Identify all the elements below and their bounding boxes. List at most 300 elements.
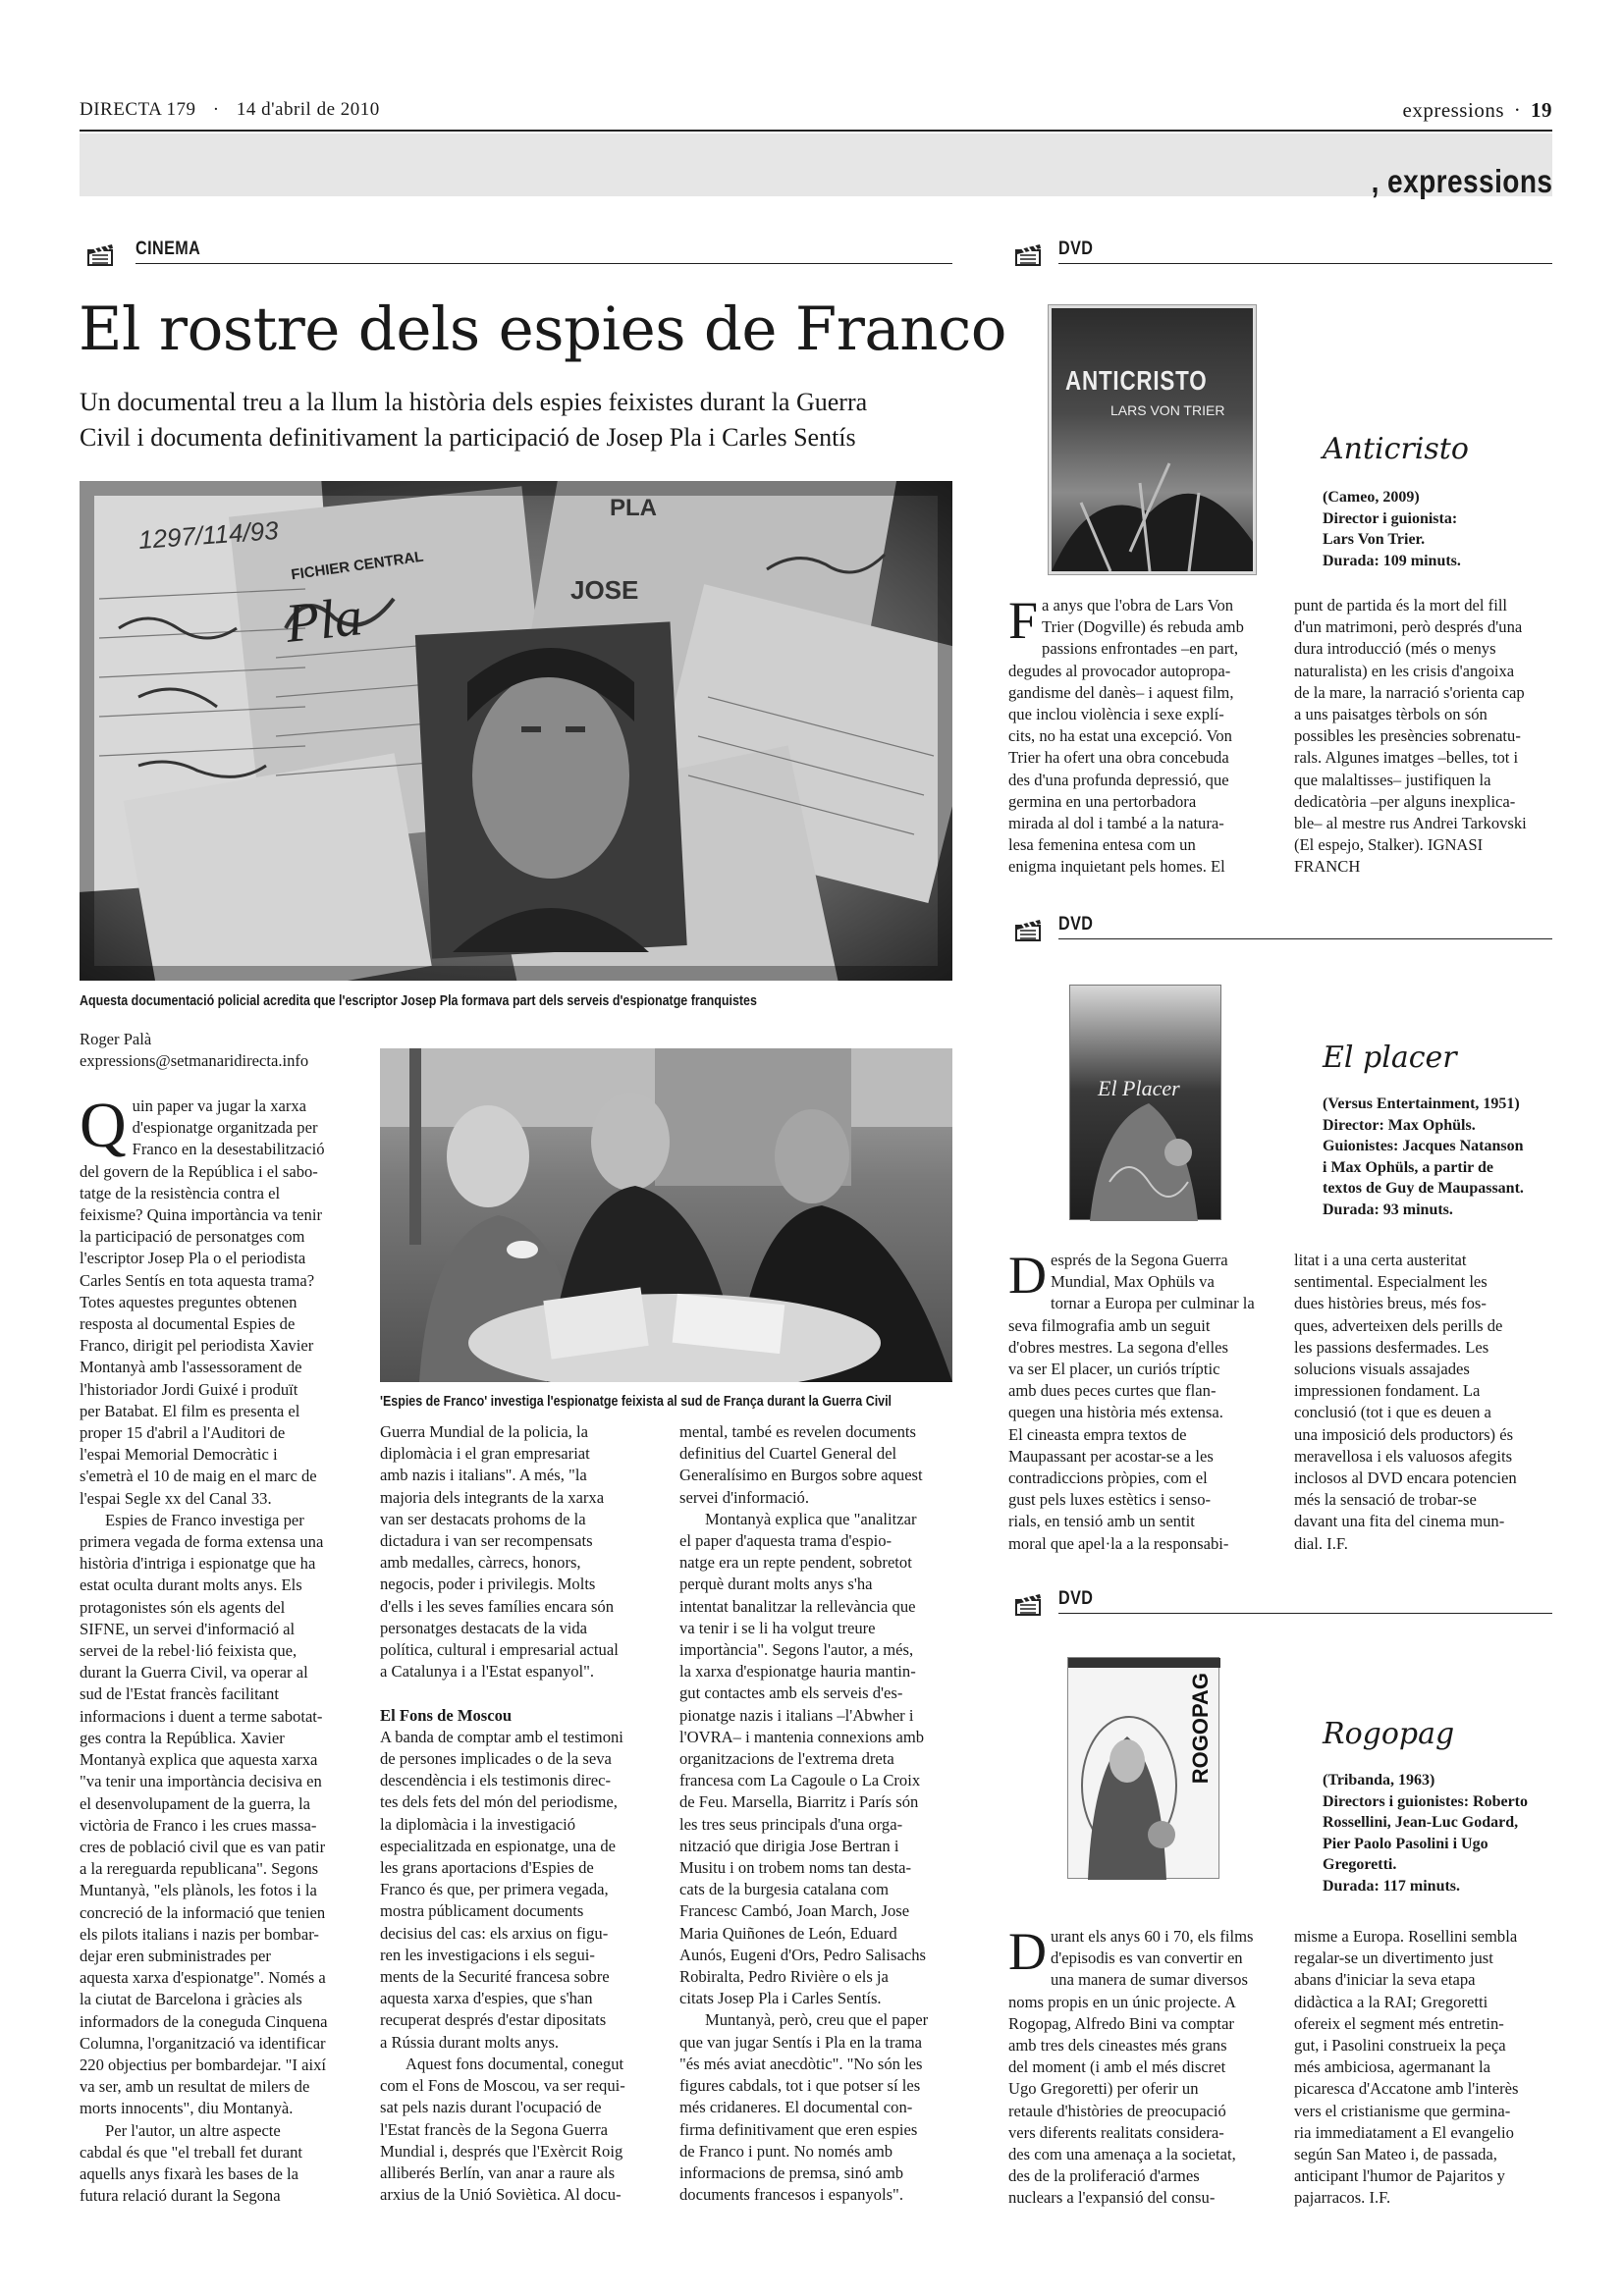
text-line: punt de partida és la mort del fill [1294, 596, 1508, 614]
text-line: de Franco i punt. No només amb [679, 2141, 893, 2161]
text-line: arxius de la Unió Soviètica. Al docu- [380, 2185, 622, 2205]
text-line: aquesta xarxa d'espionatge". Només a [80, 1968, 326, 1988]
review-text [1008, 591, 1271, 879]
text-line: futura relació durant la Segona [80, 2186, 281, 2206]
text-line: anticipant l'humor de Pajaritos y [1294, 2166, 1505, 2186]
text-line: dial. I.F. [1294, 1533, 1348, 1553]
text-line: servei de la rebel·lió feixista que, [80, 1641, 298, 1661]
text-line: Mundial, Max Ophüls va [1051, 1272, 1215, 1292]
text-line: per Batabat. El film es presenta el [80, 1401, 300, 1420]
text-line: més la sensació de trobar-se [1294, 1490, 1477, 1510]
text-line: de Feu. Marsella, Biarritz i París són [679, 1792, 919, 1812]
text-line: Franco, dirigit pel periodista Xavier [80, 1336, 314, 1356]
text-line: abans d'iniciar la seva etapa [1294, 1970, 1476, 1990]
meta-line: Lars Von Trier. [1323, 531, 1426, 548]
text-line: perquè durant molts anys s'ha [679, 1575, 873, 1594]
meta-line: Durada: 93 minuts. [1323, 1201, 1453, 1218]
text-line: enigma inquietant pels homes. El [1008, 857, 1225, 877]
text-line: El Fons de Moscou [380, 1705, 513, 1725]
text-line: cabdal és que "el treball fet durant [80, 2142, 302, 2162]
dvd3-review-col-a [1008, 1922, 1271, 2210]
cover-art [1070, 986, 1222, 1221]
text-line: van ser destacats prohoms de la [380, 1509, 586, 1528]
byline [80, 1029, 308, 1072]
text-line: va ser El placer, un curiós tríptic [1008, 1360, 1220, 1379]
text-line: quegen una història més extensa. [1008, 1403, 1223, 1422]
text-line: cres de població civil que es van patir [80, 1837, 326, 1856]
text-line: mostra públicament documents [380, 1901, 584, 1921]
text-line: Maupassant per acostar-se a les [1008, 1446, 1214, 1466]
dvd1-section-header [1014, 241, 1552, 265]
text-line: de la mare, la narració s'orienta cap [1294, 682, 1525, 702]
text-line: litat i a una certa austeritat [1294, 1251, 1467, 1269]
text-line: didàctica a la RAI; Gregoretti [1294, 1992, 1488, 2011]
text-line: germina en una pertorbadora [1008, 791, 1197, 811]
text-line: morts innocents", diu Montanyà. [80, 2099, 294, 2118]
header-left [80, 99, 380, 121]
text-line: personatges destacats de la vida [380, 1618, 588, 1637]
text-line: vers el cristianisme que germina- [1294, 2101, 1511, 2120]
clapperboard-icon [1014, 1591, 1044, 1617]
text-line: mental, també es revelen documents [679, 1422, 916, 1441]
text-line: Per l'autor, un altre aspecte [105, 2120, 281, 2140]
text-line: SIFNE, un servei d'informació al [80, 1619, 296, 1638]
text-line: cats de la burgesia catalana com [679, 1880, 890, 1899]
dvd1-title: Anticristo [1323, 432, 1469, 466]
text-line: impressionen fondament. La [1294, 1381, 1481, 1401]
column-1-text [80, 1090, 352, 2207]
dropcap: D [1008, 1246, 1047, 1305]
dvd3-title: Rogopag [1323, 1717, 1455, 1751]
text-line: natge era un repte pendent, sobretot [679, 1553, 912, 1573]
text-line: definitius del Cuartel General del [679, 1444, 897, 1464]
photo-label-fichier: FICHIER CENTRAL [290, 548, 425, 584]
text-line: meravellosa i els valuosos afegits [1294, 1446, 1513, 1466]
text-line: degudes al provocador autopropa- [1008, 661, 1231, 680]
text-line: Franco és que, per primera vegada, [380, 1880, 609, 1899]
text-line: ques, adverteixen dels perills de [1294, 1315, 1503, 1335]
text-line: conclusió (tot i que es deuen a [1294, 1403, 1491, 1422]
text-line: negocis, poder i privilegis. Molts [380, 1575, 596, 1594]
text-line: l'Estat francès de la Segona Guerra [380, 2119, 608, 2139]
text-line: que van jugar Sentís i Pla en la trama [679, 2032, 922, 2052]
text-line: misme a Europa. Rosellini sembla [1294, 1927, 1518, 1946]
text-line: Columna, l'organització va identificar [80, 2033, 326, 2053]
text-line: Franco en la desestabilització [132, 1140, 325, 1159]
photo-label-name: Pla [282, 586, 365, 655]
text-line: Maria Quiñones de León, Eduard [679, 1923, 897, 1943]
text-line: ments de la Securité francesa sobre [380, 1967, 610, 1987]
text-line: tes dels fets del món del periodisme, [380, 1792, 618, 1812]
text-line: Montanyà explica que "analitzar [705, 1509, 917, 1528]
text-line: recuperat després d'estar dipositats [380, 2010, 607, 2030]
section-rule [1058, 1613, 1552, 1614]
text-line: rials, en tensió amb un sentit [1008, 1512, 1195, 1531]
text-line: gandisme del danès– i aquest film, [1008, 682, 1234, 702]
photo-label-number: 1297/114/93 [137, 515, 280, 555]
text-line: seva filmografia amb un seguit [1008, 1315, 1211, 1335]
text-line: l'historiador Jordi Guixé i produït [80, 1379, 298, 1399]
text-line: història d'intriga i espionatge que ha [80, 1554, 316, 1574]
meta-line: Guionistes: Jacques Natanson [1323, 1138, 1524, 1154]
text-line: passions enfrontades –en part, [1042, 639, 1239, 659]
text-line: según San Mateo i, de passada, [1294, 2145, 1497, 2164]
meta-line: Director: Max Ophüls. [1323, 1116, 1476, 1134]
dvd3-section-header [1014, 1588, 1552, 1615]
text-line: possibles les presències sobrenatu- [1294, 726, 1521, 746]
text-line: organitzacions de l'extrema dreta [679, 1749, 894, 1769]
text-line: amb nazis i italians". A més, "la [380, 1466, 587, 1485]
rogopag-cover [1067, 1657, 1219, 1879]
text-line: Muntanyà, "els plànols, les fotos i la [80, 1881, 317, 1900]
cover-title: El Placer [1098, 1076, 1180, 1100]
text-line: d'obres mestres. La segona d'elles [1008, 1337, 1228, 1357]
dropcap: F [1008, 591, 1039, 650]
text-line: Totes aquestes preguntes obtenen [80, 1292, 298, 1311]
text-line: Trier ha ofert una obra concebuda [1008, 748, 1229, 768]
dvd2-meta [1323, 1094, 1524, 1220]
cover-title: ROGOPAG [1188, 1673, 1213, 1785]
text-line: l'espai Segle xx del Canal 33. [80, 1488, 272, 1508]
text-line: Francesc Cambó, Joan March, Jose [679, 1901, 910, 1921]
interview-photo [380, 1048, 952, 1382]
text-line: uin paper va jugar la xarxa [132, 1096, 307, 1115]
section-band-label: , expressions [1371, 163, 1552, 199]
text-line: A banda de comptar amb el testimoni [380, 1727, 623, 1746]
text-line: les passions desfermades. Les [1294, 1337, 1489, 1357]
dvd1-meta [1323, 487, 1461, 571]
text-line: dejar eren subministrades per [80, 1946, 271, 1965]
text-line: des d'una profunda depressió, que [1008, 770, 1229, 789]
text-line: urant els anys 60 i 70, els films [1051, 1927, 1254, 1946]
review-text [1294, 1926, 1557, 2210]
text-line: va ser, amb un resultat de milers de [80, 2077, 310, 2097]
text-line: les tres seus principals d'una orga- [679, 1814, 903, 1834]
text-line: informadors de la coneguda Cinquena [80, 2011, 328, 2031]
text-line: ren les investigacions i els segui- [380, 1945, 595, 1964]
text-line: estat oculta durant molts anys. Els [80, 1575, 302, 1595]
text-line: durant la Guerra Civil, va operar al [80, 1663, 308, 1682]
cover-title: ANTICRISTO [1065, 365, 1208, 396]
text-line: firma definitivament que eren espies [679, 2119, 918, 2139]
section-rule [135, 263, 952, 264]
header-dot: · [1513, 98, 1522, 122]
text-line: d'un matrimoni, però després d'una [1294, 617, 1523, 637]
article-column-1 [80, 1090, 352, 2207]
text-line: regalar-se un divertimento just [1294, 1949, 1493, 1968]
text-line: Trier (Dogville) és rebuda amb [1042, 617, 1244, 637]
clapperboard-icon [1014, 241, 1044, 267]
text-line: naturalista) en les crisis d'angoixa [1294, 661, 1515, 680]
text-line: com el Fons de Moscou, va ser requi- [380, 2076, 625, 2096]
text-line: francesa com La Cagoule o La Croix [679, 1771, 921, 1790]
dvd1-review-col-a [1008, 591, 1271, 879]
text-line: sat pels nazis durant l'ocupació de [380, 2098, 602, 2117]
text-line: Rogopag, Alfredo Bini va comptar [1008, 2013, 1234, 2033]
publication-name: DIRECTA 179 [80, 99, 196, 120]
text-line: més ambiciosa, agermanant la [1294, 2057, 1490, 2077]
text-line: descendència i els testimonis direc- [380, 1771, 611, 1790]
issue-date: 14 d'abril de 2010 [236, 99, 380, 120]
photo1-caption: Aquesta documentació policial acredita que l'escriptor Josep Pla formava part dels serveis d'espionatge franquistes [80, 993, 757, 1009]
column-3-text [679, 1421, 954, 2206]
text-line: cits, no ha estat una excepció. Von [1008, 726, 1232, 746]
text-line: dedicatòria –per alguns inexplica- [1294, 791, 1516, 811]
text-line: El cineasta empra textos de [1008, 1424, 1187, 1444]
text-line: documents francesos i espanyols". [679, 2185, 903, 2205]
meta-line: i Max Ophüls, a partir de [1323, 1158, 1493, 1176]
meta-line: Pier Paolo Pasolini i Ugo [1323, 1835, 1488, 1852]
cover-director: LARS VON TRIER [1110, 402, 1225, 418]
text-line: Muntanyà, però, creu que el paper [705, 2010, 929, 2030]
text-line: primera vegada de forma extensa una [80, 1532, 324, 1552]
meta-line: (Tribanda, 1963) [1323, 1772, 1435, 1789]
text-line: tatge de la resistència contra el [80, 1183, 281, 1202]
text-line: Montanyà explica que aquesta xarxa [80, 1750, 318, 1770]
text-line: nuclears a l'expansió del consu- [1008, 2188, 1216, 2208]
text-line: una imposició dels productors) és [1294, 1424, 1514, 1444]
text-line: esprés de la Segona Guerra [1051, 1251, 1228, 1269]
section-band [80, 133, 1552, 199]
text-line: "va tenir una importància decisiva en [80, 1772, 322, 1791]
subtitle-line: Civil i documenta definitivament la participació de Josep Pla i Carles Sentís [80, 423, 856, 452]
text-line: concreció de la informació que tenien [80, 1902, 326, 1922]
text-line: a Rússia durant molts anys. [380, 2032, 560, 2052]
section-rule [1058, 938, 1552, 939]
section-rule [1058, 263, 1552, 264]
dropcap: Q [80, 1090, 127, 1161]
text-line: ofereix el segment més entretin- [1294, 2013, 1504, 2033]
text-line: inclosos al DVD encara potencien [1294, 1468, 1517, 1488]
text-line: des com una amenaça a la societat, [1008, 2145, 1236, 2164]
text-line: dues històries breus, més fos- [1294, 1294, 1487, 1313]
meta-line: Rossellini, Jean-Luc Godard, [1323, 1814, 1519, 1831]
text-line: que inclou violència i sexe explí- [1008, 705, 1224, 724]
text-line: dictadura i van ser recompensats [380, 1531, 593, 1551]
text-line: Mundial i, després que l'Exèrcit Roig [380, 2141, 623, 2161]
page-number: 19 [1531, 98, 1552, 122]
header-separator: · [212, 99, 220, 120]
text-line: intentat banalitzar la rellevància que [679, 1596, 916, 1616]
text-line: del govern de la República i el sabo- [80, 1161, 318, 1181]
dvd3-review-col-b [1294, 1926, 1557, 2210]
text-line: tornar a Europa per culminar la [1051, 1294, 1255, 1313]
article-column-2 [380, 1421, 655, 2206]
author-email[interactable]: expressions@setmanaridirecta.info [80, 1051, 309, 1070]
review-text [1294, 595, 1557, 879]
text-line: protagonistes són els agents del [80, 1597, 286, 1617]
text-line: la xarxa d'espionatge hauria mantin- [679, 1662, 916, 1682]
subtitle-line: Un documental treu a la llum la història dels espies feixistes durant la Guerra [80, 388, 868, 416]
text-line [380, 1682, 655, 1704]
meta-line: (Versus Entertainment, 1951) [1323, 1095, 1520, 1112]
meta-line: Directors i guionistes: Roberto [1323, 1792, 1528, 1810]
dvd-label: DVD [1058, 1588, 1094, 1609]
text-line: Musitu i on trobem noms tan desta- [679, 1858, 911, 1878]
text-line: a anys que l'obra de Lars Von [1042, 596, 1234, 614]
text-line: les grans aportacions d'Espies de [380, 1858, 594, 1878]
text-line: (El espejo, Stalker). IGNASI [1294, 835, 1484, 855]
meta-line: Gregoretti. [1323, 1856, 1397, 1873]
text-line: l'espai Memorial Democràtic i [80, 1445, 278, 1465]
text-line: feixisme? Quina importància va tenir [80, 1205, 322, 1225]
header-right [1403, 98, 1553, 123]
police-documents-photo [80, 481, 952, 981]
text-line: figures cabdals, tot i que potser sí les [679, 2076, 921, 2096]
dvd2-review-col-a [1008, 1246, 1271, 1555]
text-line: sentimental. Especialment les [1294, 1272, 1488, 1292]
cinema-section-header [86, 241, 952, 265]
text-line: importància". Segons l'autor, a més, [679, 1640, 914, 1660]
text-line: amb medalles, càrrecs, honors, [380, 1553, 581, 1573]
meta-line: Director i guionista: [1323, 509, 1458, 527]
author-name: Roger Palà [80, 1030, 152, 1048]
meta-line: textos de Guy de Maupassant. [1323, 1180, 1524, 1197]
article-column-3 [679, 1421, 954, 2206]
text-line: retaule d'històries de preocupació [1008, 2101, 1226, 2120]
text-line: Aquest fons documental, conegut [406, 2054, 624, 2073]
text-line: ble– al mestre rus Andrei Tarkovski [1294, 814, 1527, 833]
text-line: noms propis en un únic projecte. A [1008, 1992, 1236, 2011]
text-line: l'escriptor Josep Pla o el periodista [80, 1249, 306, 1268]
text-line: "és més aviat anecdòtic". "No són les [679, 2054, 923, 2073]
text-line: pionatge nazis i italians –l'Abwher i [679, 1705, 914, 1725]
text-line: gut contactes amb els serveis d'es- [679, 1683, 903, 1703]
text-line: pajarracos. I.F. [1294, 2188, 1391, 2208]
meta-line: Durada: 109 minuts. [1323, 552, 1461, 569]
text-line: ria immediatament a El evangelio [1294, 2122, 1514, 2142]
text-line: amb dues peces curtes que flan- [1008, 1381, 1217, 1401]
text-line: proper 15 d'abril a l'Auditori de [80, 1423, 286, 1443]
text-line: davant una fita del cinema mun- [1294, 1512, 1505, 1531]
text-line: des de la proliferació d'armes [1008, 2166, 1200, 2186]
text-line: Ugo Gregoretti) per oferir un [1008, 2079, 1199, 2099]
text-line: aquesta xarxa d'espies, que s'han [380, 1989, 593, 2008]
text-line: Espies de Franco investiga per [105, 1510, 304, 1529]
text-line: sud de l'Estat francès facilitant [80, 1684, 279, 1704]
dropcap: D [1008, 1922, 1047, 1981]
text-line: els pilots italians i nazis per bombar- [80, 1924, 319, 1944]
header-rule [80, 130, 1552, 132]
dvd2-review-col-b [1294, 1250, 1557, 1555]
article-subtitle [80, 385, 867, 455]
text-line: la participació de personatges com [80, 1227, 305, 1247]
text-line: Montanyà amb l'assessorament de [80, 1358, 302, 1377]
text-line: servei d'informació. [679, 1487, 810, 1507]
anticristo-cover [1049, 305, 1256, 574]
text-line: gust pels luxes estètics i senso- [1008, 1490, 1212, 1510]
el-placer-cover [1069, 985, 1221, 1220]
text-line: el desenvolupament de la guerra, la [80, 1793, 310, 1813]
dvd2-section-header [1014, 914, 1552, 940]
text-line: alliberés Berlín, van anar a raure als [380, 2163, 616, 2182]
text-line: diplomàcia i el gran empresariat [380, 1444, 590, 1464]
text-line: solucions visuals assajades [1294, 1360, 1470, 1379]
photo2-caption: 'Espies de Franco' investiga l'espionatge feixista al sud de França durant la Guerra Civil [380, 1394, 893, 1410]
text-line: informacions de premsa, sinó amb [679, 2163, 904, 2182]
text-line: aquells anys fixarà les bases de la [80, 2163, 299, 2183]
review-text [1008, 1922, 1271, 2210]
text-line: de persones implicades o de la seva [380, 1749, 612, 1769]
text-line: a uns paisatges tèrbols on són [1294, 705, 1488, 724]
interview-scene [380, 1048, 952, 1382]
text-line: política, cultural i empresarial actual [380, 1640, 619, 1660]
text-line: vers diferents realitats considera- [1008, 2122, 1224, 2142]
review-text [1008, 1246, 1271, 1555]
text-line: dura introducció (més o menys [1294, 639, 1496, 659]
text-line: la ciutat de Barcelona i gràcies als [80, 1990, 302, 2009]
text-line: gut, i Pasolini construeix la peça [1294, 2036, 1506, 2056]
cover-art [1052, 424, 1253, 571]
text-line: FRANCH [1294, 857, 1361, 877]
documents-collage [80, 481, 952, 981]
section-name: expressions [1402, 98, 1504, 122]
text-line: decisius del cas: els arxius on figu- [380, 1923, 609, 1943]
text-line: del moment (i amb el més discret [1008, 2057, 1226, 2077]
meta-line: Durada: 117 minuts. [1323, 1877, 1461, 1895]
photo-label-jose: JOSE [570, 575, 639, 605]
text-line: d'ells i les seves famílies encara són [380, 1596, 614, 1616]
text-line: que malaltisses– justifiquen la [1294, 770, 1491, 789]
text-line: el paper d'aquesta trama d'espio- [679, 1531, 893, 1551]
meta-line: (Cameo, 2009) [1323, 489, 1420, 506]
text-line: d'espionatge organitzada per [132, 1118, 318, 1138]
review-text [1294, 1250, 1557, 1555]
clapperboard-icon [1014, 917, 1044, 942]
text-line: lesa femenina entesa com un [1008, 835, 1196, 855]
text-line: Carles Sentís en tota aquesta trama? [80, 1270, 315, 1290]
text-line: Aunós, Eugeni d'Ors, Pedro Salisachs [679, 1945, 926, 1964]
text-line: va tenir i se li ha volgut treure [679, 1618, 876, 1637]
text-line: d'episodis es van convertir en [1051, 1949, 1243, 1968]
text-line: l'OVRA– i mantenia connexions amb [679, 1727, 925, 1746]
text-line: Generalísimo en Burgos sobre aquest [679, 1466, 923, 1485]
text-line: majoria dels integrants de la xarxa [380, 1487, 605, 1507]
text-line: mirada al dol i també a la natura- [1008, 814, 1224, 833]
text-line: Guerra Mundial de la policia, la [380, 1422, 588, 1441]
text-line: s'emetrà el 10 de maig en el marc de [80, 1467, 317, 1486]
dvd2-title: El placer [1323, 1041, 1457, 1075]
text-line: ges contra la República. Xavier [80, 1728, 285, 1747]
text-line: Robiralta, Pedro Rivière o els ja [679, 1967, 889, 1987]
text-line: victòria de Franco i les crues massa- [80, 1815, 317, 1835]
text-line: a la rereguarda republicana". Segons [80, 1859, 319, 1879]
text-line: amb tres dels cineastes més grans [1008, 2036, 1227, 2056]
text-line: rals. Algunes imatges –belles, tot i [1294, 748, 1519, 768]
cinema-label: CINEMA [135, 239, 201, 259]
column-2-text [380, 1421, 655, 2206]
text-line: especialitzada en espionatge, una de [380, 1836, 617, 1855]
text-line: nització que dirigia Jose Bertran i [679, 1836, 899, 1855]
text-line: més cridaneres. El documental con- [679, 2098, 913, 2117]
text-line: picaresca d'Accatone amb l'interès [1294, 2079, 1519, 2099]
text-line: una manera de sumar diversos [1051, 1970, 1248, 1990]
text-line: moral que apel·la a la responsabi- [1008, 1533, 1229, 1553]
clapperboard-icon [86, 241, 116, 267]
photo-label-pla: PLA [610, 495, 657, 521]
text-line: informacions i duent a terme sabotat- [80, 1706, 323, 1726]
text-line: la diplomàcia i la investigació [380, 1814, 576, 1834]
dvd3-meta [1323, 1770, 1528, 1896]
dvd-label: DVD [1058, 239, 1094, 259]
text-line: citats Josep Pla i Carles Sentís. [679, 1989, 882, 2008]
article-title: El rostre dels espies de Franco [79, 294, 1006, 364]
dvd1-review-col-b [1294, 595, 1557, 879]
dvd-label: DVD [1058, 914, 1094, 934]
text-line: resposta al documental Espies de [80, 1314, 296, 1334]
text-line: contradiccions pròpies, com el [1008, 1468, 1208, 1488]
text-line: a Catalunya i a l'Estat espanyol". [380, 1662, 595, 1682]
